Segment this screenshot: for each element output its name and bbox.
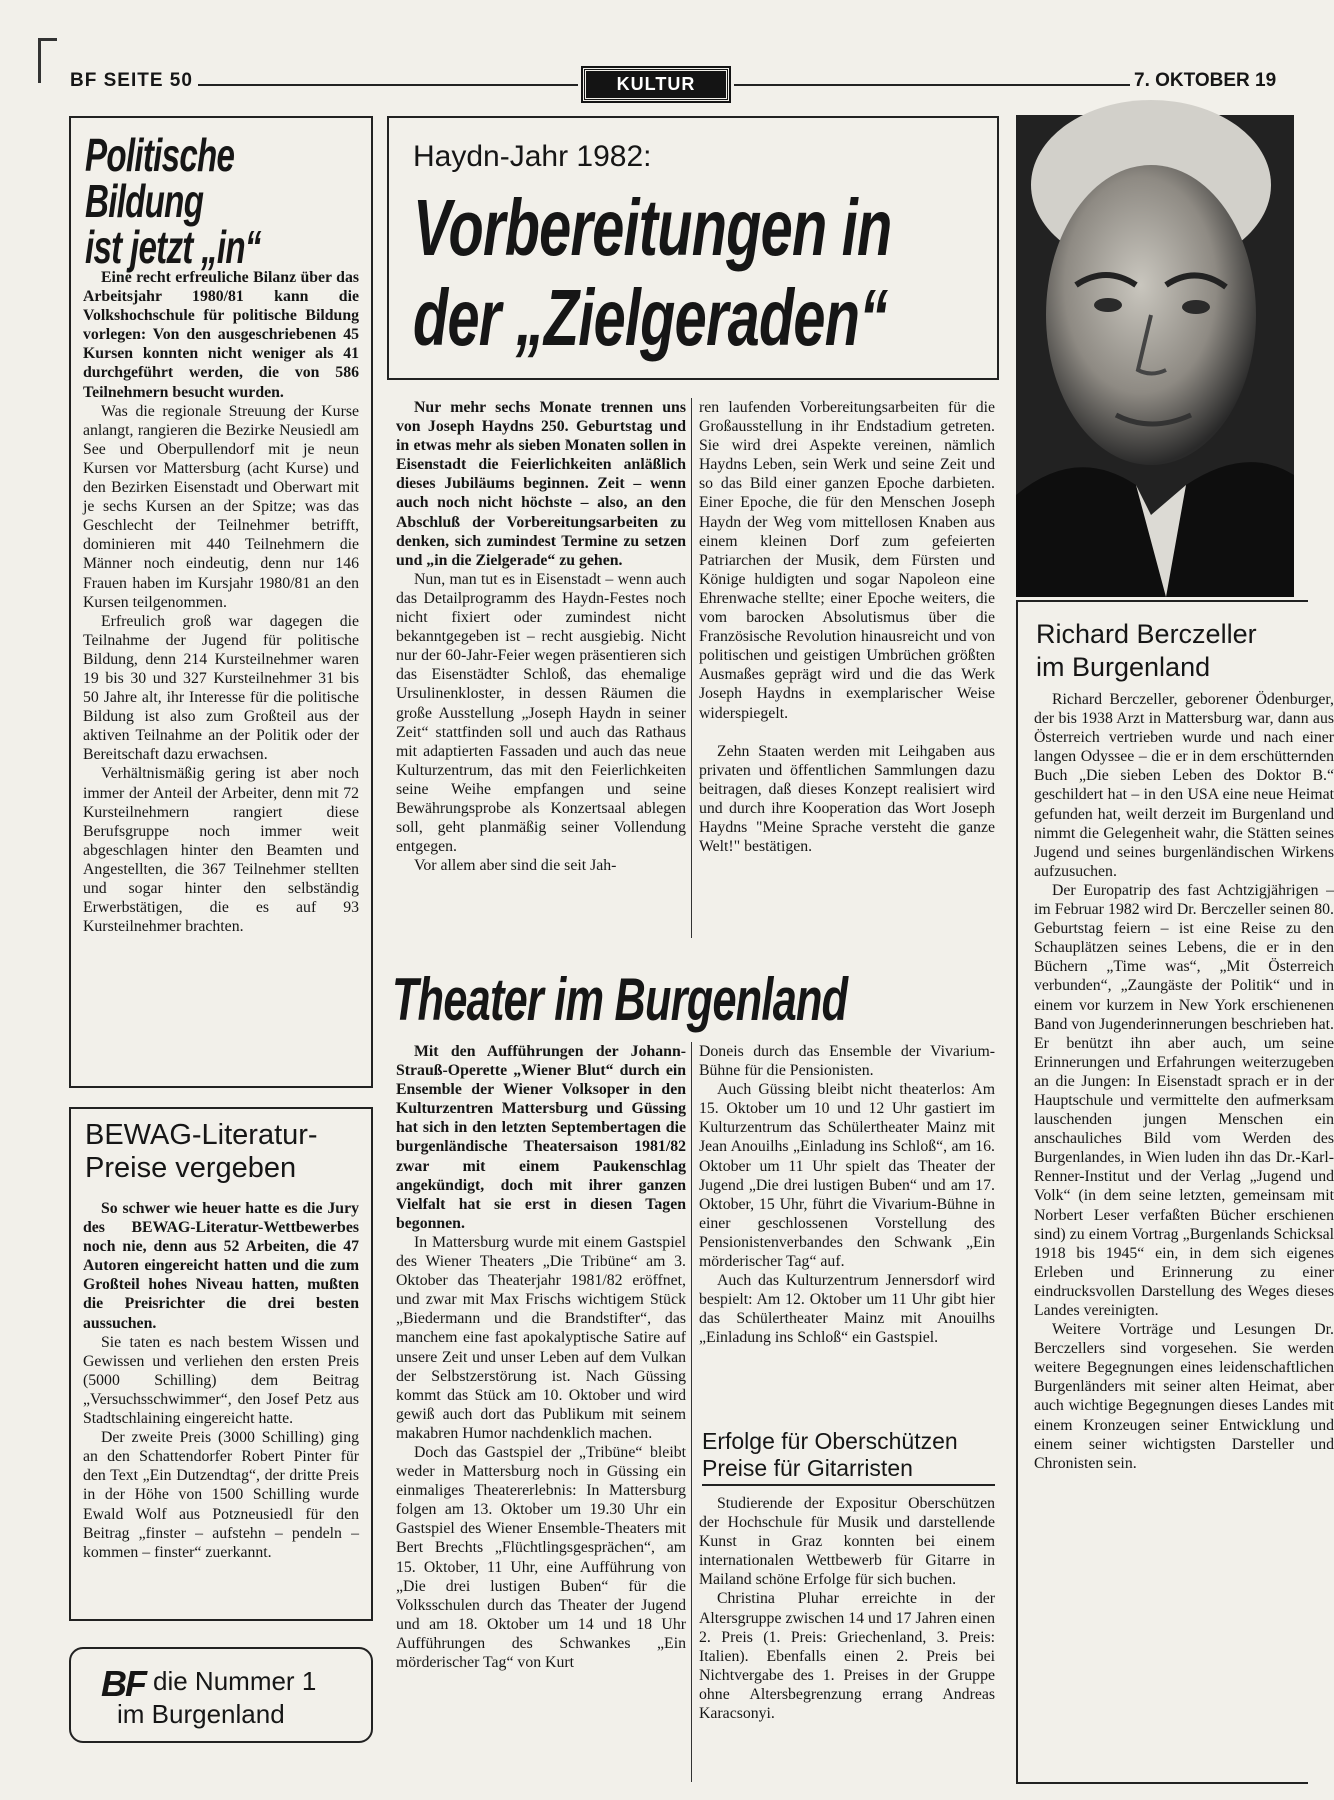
article-title [85,129,359,273]
promo-line: die Nummer 1 [153,1666,317,1696]
title-line: BEWAG-Literatur- [85,1119,318,1151]
haydn-column-1 [396,398,686,875]
article-title [1036,618,1257,684]
haydn-column-2 [699,398,995,856]
paragraph: Vor allem aber sind die seit Jah- [414,857,617,875]
article-berczeller [1016,600,1334,1784]
header-rule-left [198,84,578,86]
paragraph: So schwer wie heuer hatte es die Jury des BEWAG-Literatur-Wettbewerbes noch nie, denn aus 52 Arbeiten, die 47 Autoren eingereicht hatten und die zum Großteil hohes Niveau hatten, mußten die Preisrichter die drei besten aussuchen. [83,1200,359,1332]
article-title [413,183,989,363]
article-bewag-literaturpreise [69,1107,373,1621]
paragraph: Studierende der Expositur Oberschützen der Hochschule für Musik und darstellende Kunst in Graz konnten bei einem internationalen Wettbewerb für Gitarre in Mailand schöne Erfolge für sich buchen. [699,1495,995,1589]
article-body [1034,690,1334,1473]
oberschuetzen-title [702,1428,958,1482]
article-kicker: Haydn-Jahr 1982: [413,140,652,173]
portrait-illustration [1016,115,1294,597]
paragraph: Mit den Aufführungen der Johann-Strauß-Operette „Wiener Blut“ durch ein Ensemble der Wiener Volksoper in den Kulturzentren Mattersburg und Güssing hat sich in den letzten Septembertagen die burgenländische Theatersaison 1981/82 zwar mit einem Paukenschlag angekündigt, doch mit ihrer ganzen Vielfalt hat sie erst in diesen Tagen begonnen. [396,1043,686,1232]
portrait-photo [1016,115,1294,597]
paragraph: In Mattersburg wurde mit einem Gastspiel des Wiener Theaters „Die Tribüne“ am 3. Oktober das Theaterjahr 1981/82 eröffnet, und zwar mit Max Frischs wichtigem Stück „Biedermann und die Brandstifter“, das manchem eine fast apokalyptische Satire auf unsere Zeit und unser Leben auf dem Vulkan der Selbstzerstörung ist. Nach Güssing kommt das Stück am 10. Oktober und wird gewiß auch dort das Publikum mit seinem makabren Humor nachdenklich machen. [396,1233,686,1442]
paragraph: Doneis durch das Ensemble der Vivarium-Bühne für die Pensionisten. [699,1043,995,1080]
column-divider [691,398,692,938]
paragraph: Auch das Kulturzentrum Jennersdorf wird bespielt: Am 12. Oktober um 11 Uhr gibt hier das Schülertheater Mainz mit Anouilhs „Einladung ins Schloß“ ein Gastspiel. [699,1272,995,1347]
article-haydn-headline [387,116,999,380]
title-line: Preise vergeben [85,1152,297,1184]
header-rule-right [734,84,1130,86]
column-divider [691,1042,692,1782]
corner-crop-mark [38,38,57,83]
theater-headline: Theater im Burgenland [392,966,848,1033]
paragraph: Verhältnismäßig gering ist aber noch immer der Anteil der Arbeiter, denn mit 72 Kursteilnehmern rangiert diese Berufsgruppe noch immer weit abgeschlagen hinter den Beamten und Angestellten, die 367 Teilnehmer stellten und sogar hinter den selbständig Erwerbstätigen, die es auf 93 Kursteilnehmer brachten. [83,765,359,936]
issue-date: 7. OKTOBER 19 [1134,70,1277,91]
title-line: Bildung [85,175,204,227]
paragraph: Nur mehr sechs Monate trennen uns von Joseph Haydns 250. Geburtstag und in etwas mehr als sieben Monaten sollen in Eisenstadt die Feierlichkeiten anläßlich dieses Jubiläums beginnen. Zeit – wenn auch noch nicht höchste – also, an den Abschluß der Vorbereitungsarbeiten zu denken, sich zumindest Termine zu setzen und „in die Zielgerade“ zu gehen. [396,399,686,569]
oberschuetzen-body [699,1494,995,1723]
paragraph: Was die regionale Streuung der Kurse anlangt, rangieren die Bezirke Neusiedl am See und Oberpullendorf mit je neun Kursen vor Mattersburg (acht Kurse) und den Bezirken Eisenstadt und Oberwart mit je sechs Kursen an der Spitze; was das Geschlecht der Teilnehmer betrifft, dominieren mit 440 Teilnehmern die Männer noch eindeutig, denn nur 146 Frauen haben im Kursjahr 1980/81 an den Kursen teilgenommen. [83,402,359,611]
article-body [83,1199,359,1562]
bf-logo: BF [101,1663,145,1704]
title-line: Politische [85,129,235,181]
paragraph: Der Europatrip des fast Achtzigjährigen – im Februar 1982 wird Dr. Berczeller seinen 80. Geburtstag feiern – ist eine Reise zu den Schauplätzen seines Lebens, die er in den Büchern „Time was“, „Mit Österreich verbunden“, „Zaungäste der Politik“ und in einem vor kurzem in New York erschienenen Band von Jugenderinnerungen beschrieben hat. Er benützt ihn aber auch, um seine Erinnerungen und Erfahrungen weiterzugeben an die Jungen: In Eisenstadt sprach er in der Hauptschule und vermittelte den aufmerksam lauschenden jungen Menschen ein anschauliches Bild vom Werden des Burgenlandes, in Wien luden ihn das Dr.-Karl-Renner-Institut und der Verlag „Jugend und Volk“ (in dem seine letzten, gemeinsam mit Norbert Leser verfaßten Bücher erschienen sind) zu einem Vortrag „Burgenlands Schicksal 1918 bis 1945“ ein, in dem sich eigenes Erleben und Erinnerung zu einer eindrucksvollen Darstellung des Weges dieses Landes vereinigten. [1034,881,1334,1319]
paragraph: Christina Pluhar erreichte in der Altersgruppe zwischen 14 und 17 Jahren einen 2. Preis (1. Preis: Griechenland, 3. Preis: Italien). Ebenfalls einen 2. Preis bei Nichtvergabe des 1. Preises in der Gruppe ohne Altersbegrenzung errang Andreas Karacsonyi. [699,1590,995,1723]
title-line: Vorbereitungen in [413,183,892,272]
promo-line: im Burgenland [117,1699,285,1729]
paragraph: Weitere Vorträge und Lesungen Dr. Berczellers sind vorgesehen. Sie werden weitere Begegnungen eines leidenschaftlichen Burgenländers mit seiner alten Heimat, aber auch wichtige Begegnungen dieses Landes mit einem Kronzeugen seiner Entwicklung und einem seiner wichtigsten Darsteller und Chronisten sein. [1034,1321,1334,1472]
paragraph: Eine recht erfreuliche Bilanz über das Arbeitsjahr 1980/81 kann die Volkshochschule für politische Bildung vorlegen: Von den ausgeschriebenen 45 Kursen konnten nicht weniger als 41 durchgeführt werden, die von 586 Teilnehmern besucht wurden. [83,269,359,401]
paragraph: Der zweite Preis (3000 Schilling) ging an den Schattendorfer Robert Pinter für den Text „Ein Dutzendtag“, der dritte Preis in der Höhe von 1500 Schilling wurde Ewald Wolf aus Potzneusiedl für den Beitrag „finster – aufstehn – pendeln – kommen – finster“ zuerkannt. [83,1429,359,1561]
article-politische-bildung [69,116,373,1088]
paragraph: Richard Berczeller, geborener Ödenburger, der bis 1938 Arzt in Mattersburg war, dann aus Österreich vertrieben wurde und nach einer langen Odyssee – die er in dem erschütternden Buch „Die sieben Leben des Doktor B.“ geschildert hat – in den USA eine neue Heimat gefunden hat, weilt derzeit im Burgenland und nimmt die Gelegenheit wahr, die Stätten seines Jugend und seines burgenländischen Wirkens aufzusuchen. [1034,691,1334,880]
title-line: ist jetzt „in“ [85,221,261,273]
title-line: im Burgenland [1036,652,1211,682]
paragraph: ren laufenden Vorbereitungsarbeiten für die Großausstellung in ihr Endstadium getreten. Sie wird drei Aspekte vereinen, nämlich Haydns Leben, sein Werk und seine Zeit und so das Bild einer ganzen Epoche darbieten. Einer Epoche, die für den Menschen Joseph Haydn der Weg vom mittellosen Knaben aus einem kleinen Dorf zum gefeierten Patriarchen der Musik, dem Fürsten und Könige huldigten und sogar Napoleon eine Ehrenwache stellte; einer Epoche weiters, die vom barocken Absolutismus über die Französische Revolution hinausreicht und von politischen und geistigen Umbrüchen größten Ausmaßes geprägt wird und die das Werk Joseph Haydns in exemplarischer Weise widerspiegelt. [699,399,995,722]
title-line: Erfolge für Oberschützen [702,1428,958,1454]
article-title [85,1119,318,1185]
paragraph: Sie taten es nach bestem Wissen und Gewissen und verliehen den ersten Preis (5000 Schilling) dem Beitrag „Versuchsschwimmer“, den Josef Petz aus Stadtschlaining eingereicht hatte. [83,1333,359,1428]
page-number-label: BF SEITE 50 [70,70,193,91]
title-line: Preise für Gitarristen [702,1455,913,1481]
paragraph: Auch Güssing bleibt nicht theaterlos: Am 15. Oktober um 10 und 12 Uhr gastiert im Kulturzentrum das Schülertheater Mainz mit Jean Anouilhs „Einladung ins Schloß“, am 16. Oktober um 11 Uhr spielt das Theater der Jugend „Die drei lustigen Buben“ und am 17. Oktober, 15 Uhr, führt die Vivarium-Bühne in einer geschlossenen Vorstellung des Pensionistenverbandes den Schwank „Ein mörderischer Tag“ auf. [699,1081,995,1271]
theater-column-2 [699,1042,995,1348]
title-line: Richard Berczeller [1036,619,1257,649]
paragraph: Erfreulich groß war dagegen die Teilnahme der Jugend für politische Bildung, denn 214 Kursteilnehmer waren 19 bis 30 und 327 Kursteilnehmer 31 bis 50 Jahre alt, ihr Interesse für die politische Bildung ist also zum Großteil aus der aktiven Teilnahme an der Politik oder der Bereitschaft dazu erwachsen. [83,612,359,764]
title-line: der „Zielgeraden“ [413,273,888,362]
promo-box [69,1647,373,1743]
title-underline [702,1484,995,1486]
theater-column-1 [396,1042,686,1672]
paragraph: Zehn Staaten werden mit Leihgaben aus privaten und öffentlichen Sammlungen dazu beitragen, daß dieses Konzept realisiert wird und durch ihre Kooperation das Wort Joseph Haydns "Meine Sprache versteht die ganze Welt!" bestätigen. [699,742,995,856]
article-body [83,268,359,936]
section-label: KULTUR [583,68,729,101]
paragraph: Doch das Gastspiel der „Tribüne“ bleibt weder in Mattersburg noch in Güssing ein einmaliges Theatererlebnis: In Mattersburg folgen am 13. Oktober um 19.30 Uhr ein Gastspiel des Wiener Ensemble-Theaters mit Bert Brechts „Flüchtlingsgesprächen“, am 15. Oktober, 11 Uhr, eine Aufführung von „Die drei lustigen Buben“ für die Volksschulen durch das Theater der Jugend und am 18. Oktober um 14 und 18 Uhr Aufführungen des Schwankes „Ein mörderischer Tag“ von Kurt [396,1443,686,1671]
paragraph: Nun, man tut es in Eisenstadt – wenn auch das Detailprogramm des Haydn-Festes noch nicht fixiert oder zumindest nicht bekanntgegeben ist – recht ausgiebig. Nicht nur der 60-Jahr-Feier wegen präsentieren sich das Eisenstädter Schloß, das ehemalige Ursulinenkloster, in dessen Räumen die große Ausstellung „Joseph Haydn in seiner Zeit“ stattfinden soll und auch das Rathaus mit adaptierten Fassaden und auch das neue Kulturzentrum, das mit den Feierlichkeiten seine Weihe empfangen und seine Bewährungsprobe als Konzertsaal ablegen soll, geht planmäßig seiner Vollendung entgegen. [396,570,686,856]
